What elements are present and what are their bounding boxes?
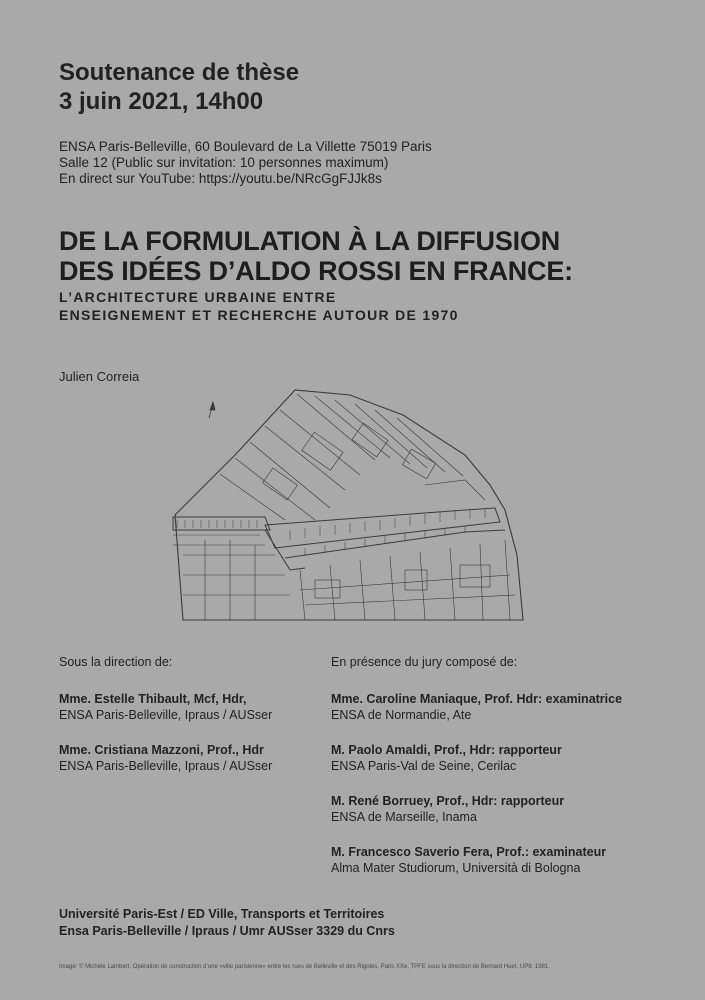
thesis-subtitle — [59, 288, 459, 324]
thesis-subtitle-line2: ENSEIGNEMENT ET RECHERCHE AUTOUR DE 1970 — [59, 307, 459, 323]
institution-line1: Université Paris-Est / ED Ville, Transports et Territoires — [59, 907, 385, 921]
jury-member-name: M. Francesco Saverio Fera, Prof.: examinateur — [331, 845, 607, 859]
thesis-subtitle-line1: L’ARCHITECTURE URBAINE ENTRE — [59, 289, 337, 305]
direction-column — [59, 654, 319, 793]
jury-entry — [331, 793, 671, 825]
director-name: Mme. Estelle Thibault, Mcf, Hdr, — [59, 692, 247, 706]
event-title-line1: Soutenance de thèse — [59, 59, 300, 86]
event-date-time: 3 juin 2021, 14h00 — [59, 88, 264, 115]
jury-member-affiliation: ENSA de Normandie, Ate — [331, 708, 472, 722]
jury-member-name: M. Paolo Amaldi, Prof., Hdr: rapporteur — [331, 743, 562, 757]
jury-member-name: M. René Borruey, Prof., Hdr: rapporteur — [331, 794, 565, 808]
jury-heading: En présence du jury composé de: — [331, 655, 518, 669]
jury-member-affiliation: ENSA Paris-Val de Seine, Cerilac — [331, 759, 517, 773]
institution-line2: Ensa Paris-Belleville / Ipraus / Umr AUSser 3329 du Cnrs — [59, 924, 395, 938]
director-entry — [59, 691, 319, 723]
direction-heading: Sous la direction de: — [59, 655, 173, 669]
jury-entry — [331, 844, 671, 876]
image-credit: Image: © Michèle Lambert, Opération de construction d’une «ville parisienne» entre les rues de Belleville et des Rigoles, Paris XXe, TPFE sous la direction de Bernard Huet, UP8, 1981. — [59, 964, 550, 970]
director-entry — [59, 742, 319, 774]
site-plan-drawing — [165, 380, 535, 635]
jury-member-name: Mme. Caroline Maniaque, Prof. Hdr: examinatrice — [331, 692, 623, 706]
director-name: Mme. Cristiana Mazzoni, Prof., Hdr — [59, 743, 264, 757]
thesis-title — [59, 226, 573, 286]
jury-member-affiliation: Alma Mater Studiorum, Università di Bologna — [331, 861, 581, 875]
jury-entry — [331, 691, 671, 723]
director-affiliation: ENSA Paris-Belleville, Ipraus / AUSser — [59, 759, 273, 773]
north-arrow-icon — [209, 402, 215, 418]
institutions — [59, 906, 395, 940]
jury-entry — [331, 742, 671, 774]
event-stream-link[interactable]: En direct sur YouTube: https://youtu.be/NRcGgFJJk8s — [59, 171, 382, 186]
event-title — [59, 58, 299, 116]
director-affiliation: ENSA Paris-Belleville, Ipraus / AUSser — [59, 708, 273, 722]
thesis-title-line1: DE LA FORMULATION À LA DIFFUSION — [59, 226, 561, 256]
event-room: Salle 12 (Public sur invitation: 10 personnes maximum) — [59, 155, 389, 170]
event-location: ENSA Paris-Belleville, 60 Boulevard de La Villette 75019 Paris — [59, 139, 432, 154]
event-info — [59, 139, 432, 187]
jury-column — [331, 654, 671, 895]
jury-member-affiliation: ENSA de Marseille, Inama — [331, 810, 477, 824]
author-name: Julien Correia — [59, 369, 140, 384]
thesis-title-line2: DES IDÉES D’ALDO ROSSI EN FRANCE: — [59, 256, 573, 286]
